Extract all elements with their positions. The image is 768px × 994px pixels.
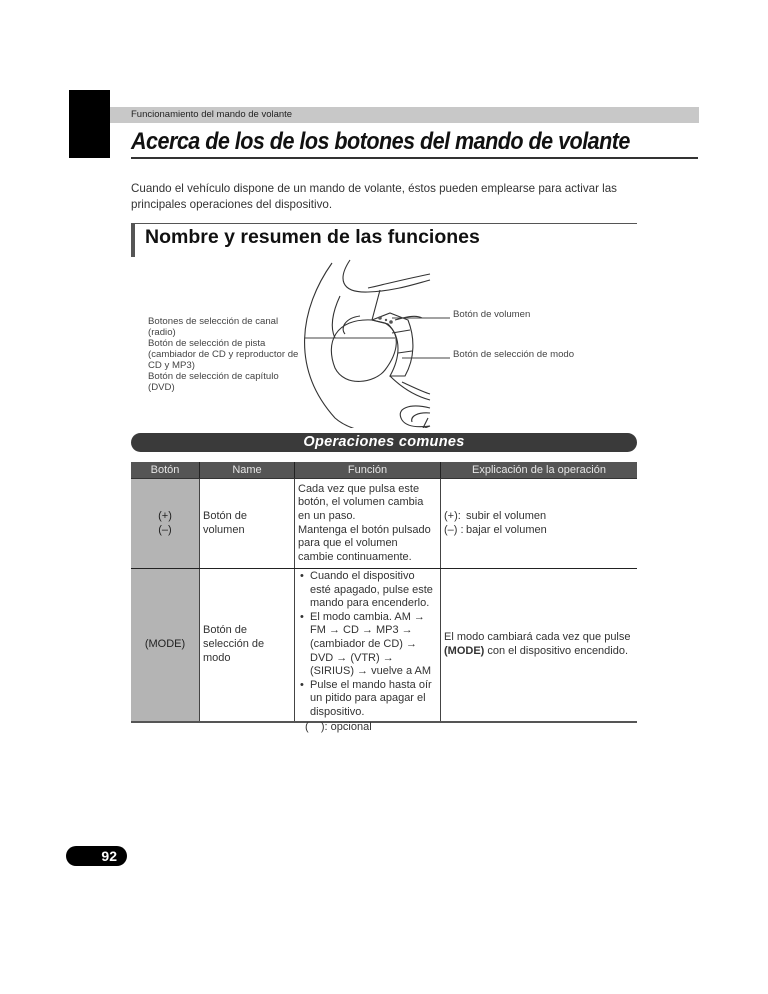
heading-rule (131, 223, 637, 224)
label-line: CD y MP3) (148, 360, 195, 371)
function-bullets (298, 570, 437, 720)
chapter-tab (69, 90, 110, 158)
label-line: Botón de selección de capítulo (148, 371, 279, 382)
table-row (131, 569, 637, 722)
operations-table (131, 462, 637, 723)
section-label: Funcionamiento del mando de volante (131, 109, 293, 120)
explanation-key: (–) : (444, 523, 464, 536)
intro-paragraph: Cuando el vehículo dispone de un mando de volante, éstos pueden emplearse para activar las principales operaciones del dispositivo. (131, 182, 617, 211)
diagram-label-left (148, 316, 298, 393)
function-line: Cada vez que pulsa este (298, 482, 420, 495)
explanation-cell (441, 569, 638, 722)
button-minus: (–) (158, 523, 172, 536)
table-header-row (131, 462, 637, 479)
explanation-text: bajar el volumen (466, 523, 547, 536)
name-line: modo (203, 651, 231, 664)
page-number-badge (66, 846, 127, 866)
operations-banner (131, 433, 637, 452)
header-name: Name (200, 462, 295, 479)
label-line: Botones de selección de canal (148, 316, 279, 327)
button-plus: (+) (158, 509, 172, 522)
button-mode: (MODE) (144, 637, 186, 650)
diagram-label-mode: Botón de selección de modo (453, 349, 575, 360)
operations-banner-text: Operaciones comunes (303, 434, 465, 450)
diagram-label-volume: Botón de volumen (453, 309, 531, 320)
section-header-bar (110, 107, 699, 123)
explanation-line (444, 524, 634, 538)
name-line: selección de (203, 637, 265, 650)
explanation-bold: (MODE) (444, 644, 485, 657)
section-heading-text: Nombre y resumen de las funciones (145, 226, 480, 248)
page-number: 92 (101, 848, 117, 864)
steering-wheel-diagram (140, 258, 640, 428)
bullet-item: • El modo cambia. AM → FM → CD → MP3 → (cambiador de CD) → DVD → (VTR) → (SIRIUS) → vuelve a AM (310, 611, 437, 679)
name-cell (200, 569, 295, 722)
button-cell (131, 479, 200, 569)
function-line: Mantenga el botón pulsado (298, 523, 431, 536)
header-boton: Botón (131, 462, 200, 479)
name-line: Botón de (203, 509, 248, 522)
explanation-text: El modo cambiará cada vez que pulse (444, 631, 631, 644)
header-funcion: Función (295, 462, 441, 479)
bullet-item: • Pulse el mando hasta oír un pitido para apagar el dispositivo. (310, 679, 437, 720)
footnote: ( ): opcional (305, 721, 372, 733)
name-line: Botón de (203, 624, 248, 637)
function-cell (295, 569, 441, 722)
title-divider (131, 157, 698, 159)
function-line: botón, el volumen cambia (298, 496, 424, 509)
explanation-cell (441, 479, 638, 569)
header-explicacion: Explicación de la operación (441, 462, 638, 479)
explanation-text: subir el volumen (466, 509, 547, 522)
label-line: (DVD) (148, 382, 175, 393)
function-cell (295, 479, 441, 569)
label-line: Botón de selección de pista (148, 338, 266, 349)
button-cell (131, 569, 200, 722)
name-line: volumen (203, 523, 245, 536)
page-title: Acerca de los de los botones del mando de volante (131, 128, 630, 155)
function-line: cambie continuamente. (298, 550, 412, 563)
function-line: en un paso. (298, 509, 356, 522)
heading-bar (131, 223, 135, 257)
section-heading (131, 223, 637, 257)
label-line: (cambiador de CD y reproductor de (148, 349, 299, 360)
table-row (131, 479, 637, 569)
explanation-line (444, 510, 634, 524)
explanation-text: con el dispositivo encendido. (484, 644, 629, 657)
bullet-item: • Cuando el dispositivo esté apagado, pulse este mando para encenderlo. (310, 570, 437, 611)
label-line: (radio) (148, 327, 176, 338)
explanation-key: (+): (444, 509, 461, 522)
function-line: para que el volumen (298, 537, 398, 550)
name-cell (200, 479, 295, 569)
